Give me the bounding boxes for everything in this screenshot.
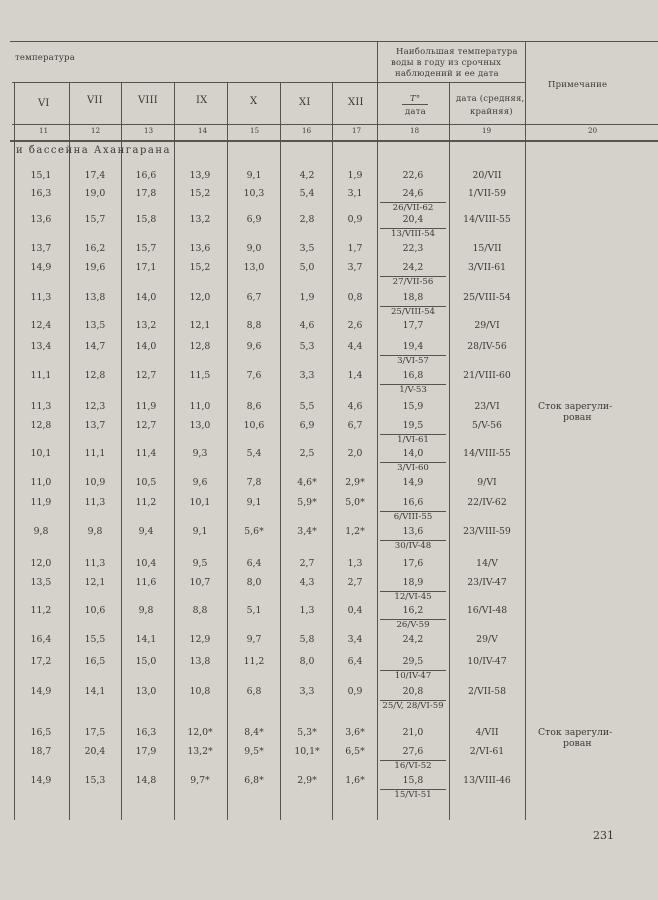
month-value: 3,4*: [297, 526, 317, 537]
month-value: 13,5: [84, 320, 106, 331]
month-value: 10,9: [84, 477, 106, 488]
note-text: рован: [563, 412, 592, 423]
max-temperature: 22,3: [402, 243, 424, 254]
month-value: 4,4: [347, 341, 363, 352]
average-date: 10/IV-47: [467, 656, 507, 667]
month-value: 15,3: [84, 775, 106, 786]
month-value: 15,0: [135, 656, 157, 667]
date-avg-label-2: крайняя): [470, 107, 513, 117]
max-temperature: 17,7: [402, 320, 424, 331]
month-value: 1,4: [347, 370, 363, 381]
month-value: 8,8: [192, 605, 208, 616]
month-value: 6,9: [246, 214, 262, 225]
month-value: 9,1: [246, 497, 262, 508]
average-date: 22/IV-62: [467, 497, 507, 508]
month-value: 15,7: [135, 243, 157, 254]
month-value: 11,0: [189, 401, 211, 412]
average-date: 15/VII: [472, 243, 502, 254]
month-value: 6,4: [246, 558, 262, 569]
month-value: 19,0: [84, 188, 106, 199]
month-value: 18,7: [30, 746, 52, 757]
month-value: 15,2: [189, 188, 211, 199]
col-number-11: 11: [39, 127, 49, 135]
month-value: 15,8: [135, 214, 157, 225]
average-date: 28/IV-56: [467, 341, 507, 352]
col-number-15: 15: [250, 127, 260, 135]
max-temperature-date: 6/VIII-55: [393, 512, 433, 522]
max-temperature: 18,8: [402, 292, 424, 303]
month-value: 1,6*: [345, 775, 365, 786]
month-vi: VI: [38, 98, 50, 109]
month-value: 6,5*: [345, 746, 365, 757]
t-label: T°: [402, 94, 428, 105]
month-value: 4,6*: [297, 477, 317, 488]
month-value: 11,1: [30, 370, 52, 381]
max-temperature: 24,2: [402, 634, 424, 645]
month-value: 2,6: [347, 320, 363, 331]
month-value: 13,6: [30, 214, 52, 225]
month-value: 8,6: [246, 401, 262, 412]
month-value: 13,9: [189, 170, 211, 181]
month-value: 9,5*: [244, 746, 264, 757]
month-value: 3,3: [299, 686, 315, 697]
date-avg-label-1: дата (средняя,: [456, 94, 525, 104]
month-value: 13,8: [84, 292, 106, 303]
month-value: 6,9: [299, 420, 315, 431]
average-date: 29/VI: [474, 320, 500, 331]
month-value: 5,4: [299, 188, 315, 199]
colnum-rule: [12, 124, 658, 125]
month-value: 12,1: [189, 320, 211, 331]
month-value: 17,5: [84, 727, 106, 738]
max-temperature: 29,5: [402, 656, 424, 667]
max-temperature-date: 1/VI-61: [397, 435, 429, 445]
average-date: 20/VII: [472, 170, 502, 181]
month-value: 11,3: [30, 292, 52, 303]
month-value: 12,0: [30, 558, 52, 569]
highest-rule: [378, 82, 526, 83]
average-date: 5/V-56: [472, 420, 502, 431]
month-value: 5,3*: [297, 727, 317, 738]
months-rule: [12, 82, 377, 83]
month-value: 11,3: [84, 497, 106, 508]
max-temperature: 24,6: [402, 188, 424, 199]
month-value: 15,1: [30, 170, 52, 181]
month-ix: IX: [196, 95, 208, 106]
month-value: 17,2: [30, 656, 52, 667]
header-bottom-rule: [10, 140, 658, 142]
month-value: 2,7: [299, 558, 315, 569]
month-value: 13,0: [135, 686, 157, 697]
month-value: 9,0: [246, 243, 262, 254]
month-value: 9,6: [246, 341, 262, 352]
month-xi: XI: [299, 97, 311, 108]
col-number-16: 16: [302, 127, 312, 135]
max-temperature: 16,6: [402, 497, 424, 508]
date-label: дата: [405, 107, 426, 117]
top-rule: [10, 41, 658, 42]
max-temperature: 20,8: [402, 686, 424, 697]
month-value: 15,5: [84, 634, 106, 645]
month-value: 1,9: [299, 292, 315, 303]
month-value: 14,9: [30, 775, 52, 786]
max-temperature-date: 3/VI-60: [397, 463, 429, 473]
month-value: 17,4: [84, 170, 106, 181]
max-temperature-date: 15/VI-51: [394, 790, 432, 800]
month-value: 15,2: [189, 262, 211, 273]
month-value: 11,6: [135, 577, 157, 588]
month-value: 11,2: [135, 497, 157, 508]
average-date: 25/VIII-54: [463, 292, 511, 303]
max-temperature: 17,6: [402, 558, 424, 569]
month-value: 14,1: [135, 634, 157, 645]
col-number-14: 14: [198, 127, 208, 135]
col-number-18: 18: [410, 127, 420, 135]
max-temperature: 19,5: [402, 420, 424, 431]
max-temperature-date: 10/IV-47: [394, 671, 432, 681]
month-value: 0,4: [347, 605, 363, 616]
month-value: 10,1*: [294, 746, 320, 757]
month-value: 13,7: [84, 420, 106, 431]
month-value: 10,8: [189, 686, 211, 697]
month-value: 5,8: [299, 634, 315, 645]
month-value: 10,6: [84, 605, 106, 616]
month-value: 11,2: [30, 605, 52, 616]
month-value: 5,0: [299, 262, 315, 273]
month-value: 1,2*: [345, 526, 365, 537]
month-value: 12,7: [135, 420, 157, 431]
month-value: 13,0: [243, 262, 265, 273]
col-number-17: 17: [352, 127, 362, 135]
month-value: 3,3: [299, 370, 315, 381]
month-value: 12,9: [189, 634, 211, 645]
highest-heading-line2: воды в году из срочных: [391, 58, 502, 68]
month-value: 2,8: [299, 214, 315, 225]
month-value: 8,4*: [244, 727, 264, 738]
month-value: 13,0: [189, 420, 211, 431]
month-value: 5,5: [299, 401, 315, 412]
month-value: 9,1: [246, 170, 262, 181]
month-value: 16,3: [30, 188, 52, 199]
month-value: 12,8: [189, 341, 211, 352]
col-divider-date: [525, 41, 526, 820]
month-value: 9,6: [192, 477, 208, 488]
month-value: 12,8: [84, 370, 106, 381]
max-temperature-date: 27/VII-56: [392, 277, 434, 287]
month-value: 3,7: [347, 262, 363, 273]
month-value: 4,6: [299, 320, 315, 331]
month-value: 13,4: [30, 341, 52, 352]
month-value: 10,3: [243, 188, 265, 199]
max-temperature: 27,6: [402, 746, 424, 757]
max-temperature: 21,0: [402, 727, 424, 738]
max-temperature: 16,8: [402, 370, 424, 381]
max-temperature: 15,8: [402, 775, 424, 786]
month-value: 1,3: [299, 605, 315, 616]
month-value: 16,4: [30, 634, 52, 645]
col-number-13: 13: [144, 127, 154, 135]
month-value: 12,0: [189, 292, 211, 303]
average-date: 29/V: [476, 634, 498, 645]
month-value: 16,5: [30, 727, 52, 738]
month-value: 5,1: [246, 605, 262, 616]
col-number-20: 20: [588, 127, 598, 135]
month-value: 9,8: [138, 605, 154, 616]
average-date: 13/VIII-46: [463, 775, 511, 786]
month-value: 9,4: [138, 526, 154, 537]
month-value: 13,2*: [187, 746, 213, 757]
month-value: 11,4: [135, 448, 157, 459]
month-value: 19,6: [84, 262, 106, 273]
month-x: X: [250, 96, 258, 107]
average-date: 14/VIII-55: [463, 214, 511, 225]
month-value: 9,7: [246, 634, 262, 645]
month-value: 2,7: [347, 577, 363, 588]
max-temperature: 13,6: [402, 526, 424, 537]
average-date: 23/IV-47: [467, 577, 507, 588]
month-viii: VIII: [138, 95, 158, 106]
max-temperature-date: 26/VII-62: [392, 203, 434, 213]
average-date: 14/V: [476, 558, 498, 569]
month-value: 2,9*: [345, 477, 365, 488]
max-temperature-date: 13/VIII-54: [390, 229, 436, 239]
month-value: 5,4: [246, 448, 262, 459]
month-value: 11,5: [189, 370, 211, 381]
month-value: 4,3: [299, 577, 315, 588]
month-value: 13,6: [189, 243, 211, 254]
month-value: 16,2: [84, 243, 106, 254]
month-value: 5,6*: [244, 526, 264, 537]
average-date: 9/VI: [477, 477, 497, 488]
month-value: 20,4: [84, 746, 106, 757]
month-value: 9,8: [87, 526, 103, 537]
max-temperature: 15,9: [402, 401, 424, 412]
average-date: 2/VI-61: [469, 746, 505, 757]
month-value: 17,9: [135, 746, 157, 757]
max-temperature: 14,0: [402, 448, 424, 459]
month-value: 5,0*: [345, 497, 365, 508]
average-date: 14/VIII-55: [463, 448, 511, 459]
month-value: 14,0: [135, 292, 157, 303]
month-value: 6,8*: [244, 775, 264, 786]
col-divider-t: [449, 82, 450, 820]
month-value: 2,5: [299, 448, 315, 459]
month-value: 2,0: [347, 448, 363, 459]
month-value: 1,7: [347, 243, 363, 254]
month-value: 3,5: [299, 243, 315, 254]
month-value: 12,4: [30, 320, 52, 331]
highest-heading-line1: Наибольшая температура: [396, 47, 518, 57]
month-value: 5,3: [299, 341, 315, 352]
max-temperature-date: 3/VI-57: [397, 356, 429, 366]
month-value: 6,7: [347, 420, 363, 431]
month-value: 14,9: [30, 686, 52, 697]
max-temperature: 19,4: [402, 341, 424, 352]
month-value: 14,9: [30, 262, 52, 273]
average-date: 23/VIII-59: [463, 526, 511, 537]
month-value: 9,1: [192, 526, 208, 537]
month-value: 16,5: [84, 656, 106, 667]
max-temperature: 16,2: [402, 605, 424, 616]
max-temperature-date: 12/VI-45: [394, 592, 432, 602]
month-value: 11,3: [84, 558, 106, 569]
max-temperature-date: 30/IV-48: [394, 541, 432, 551]
month-value: 12,7: [135, 370, 157, 381]
month-value: 7,8: [246, 477, 262, 488]
month-value: 3,6*: [345, 727, 365, 738]
month-value: 4,6: [347, 401, 363, 412]
average-date: 4/VII: [475, 727, 499, 738]
month-value: 11,3: [30, 401, 52, 412]
month-value: 14,7: [84, 341, 106, 352]
month-value: 0,8: [347, 292, 363, 303]
month-value: 17,1: [135, 262, 157, 273]
month-value: 11,1: [84, 448, 106, 459]
month-value: 15,7: [84, 214, 106, 225]
max-temperature: 18,9: [402, 577, 424, 588]
month-value: 8,0: [246, 577, 262, 588]
max-temperature-date: 1/V-53: [399, 385, 427, 395]
month-value: 8,8: [246, 320, 262, 331]
max-temperature: 20,4: [402, 214, 424, 225]
month-value: 16,3: [135, 727, 157, 738]
month-value: 9,3: [192, 448, 208, 459]
month-value: 11,2: [243, 656, 265, 667]
month-value: 8,0: [299, 656, 315, 667]
max-temperature-date: 16/VI-52: [394, 761, 432, 771]
temperature-heading: температура: [15, 53, 75, 63]
month-value: 9,7*: [190, 775, 210, 786]
average-date: 21/VIII-60: [463, 370, 511, 381]
page-number: 231: [593, 829, 614, 842]
section-title: и бассейна Ахангарана: [16, 145, 171, 156]
month-value: 13,2: [135, 320, 157, 331]
month-xii: XII: [348, 97, 364, 108]
month-value: 6,7: [246, 292, 262, 303]
month-value: 9,5: [192, 558, 208, 569]
month-value: 10,4: [135, 558, 157, 569]
month-value: 13,2: [189, 214, 211, 225]
max-temperature: 24,2: [402, 262, 424, 273]
month-value: 6,8: [246, 686, 262, 697]
month-value: 13,8: [189, 656, 211, 667]
month-value: 11,9: [135, 401, 157, 412]
month-value: 10,1: [189, 497, 211, 508]
month-value: 12,0*: [187, 727, 213, 738]
month-value: 13,5: [30, 577, 52, 588]
max-temperature: 14,9: [402, 477, 424, 488]
month-value: 10,6: [243, 420, 265, 431]
month-value: 0,9: [347, 686, 363, 697]
month-vii: VII: [87, 95, 103, 106]
month-value: 14,1: [84, 686, 106, 697]
month-value: 16,6: [135, 170, 157, 181]
note-heading: Примечание: [548, 80, 608, 90]
month-value: 13,7: [30, 243, 52, 254]
note-text: Сток зарегули-: [538, 401, 613, 412]
month-value: 11,0: [30, 477, 52, 488]
month-value: 4,2: [299, 170, 315, 181]
note-text: рован: [563, 738, 592, 749]
month-value: 10,5: [135, 477, 157, 488]
col-number-12: 12: [91, 127, 101, 135]
col-number-19: 19: [482, 127, 492, 135]
average-date: 1/VII-59: [467, 188, 507, 199]
max-temperature-date: 25/V, 28/VI-59: [382, 701, 444, 711]
month-value: 14,0: [135, 341, 157, 352]
month-value: 12,1: [84, 577, 106, 588]
max-temperature: 22,6: [402, 170, 424, 181]
month-value: 3,4: [347, 634, 363, 645]
average-date: 2/VII-58: [467, 686, 507, 697]
month-value: 10,7: [189, 577, 211, 588]
highest-heading-line3: наблюдений и ее дата: [395, 69, 499, 79]
month-value: 9,8: [33, 526, 49, 537]
month-value: 1,3: [347, 558, 363, 569]
month-value: 0,9: [347, 214, 363, 225]
month-value: 5,9*: [297, 497, 317, 508]
month-value: 3,1: [347, 188, 363, 199]
month-value: 17,8: [135, 188, 157, 199]
average-date: 16/VI-48: [466, 605, 508, 616]
month-value: 7,6: [246, 370, 262, 381]
month-value: 1,9: [347, 170, 363, 181]
month-value: 12,8: [30, 420, 52, 431]
average-date: 23/VI: [474, 401, 500, 412]
average-date: 3/VII-61: [467, 262, 507, 273]
note-text: Сток зарегули-: [538, 727, 613, 738]
month-value: 11,9: [30, 497, 52, 508]
month-value: 12,3: [84, 401, 106, 412]
month-value: 2,9*: [297, 775, 317, 786]
max-temperature-date: 25/VIII-54: [390, 307, 436, 317]
max-temperature-date: 26/V-59: [396, 620, 430, 630]
month-value: 6,4: [347, 656, 363, 667]
month-value: 10,1: [30, 448, 52, 459]
month-value: 14,8: [135, 775, 157, 786]
